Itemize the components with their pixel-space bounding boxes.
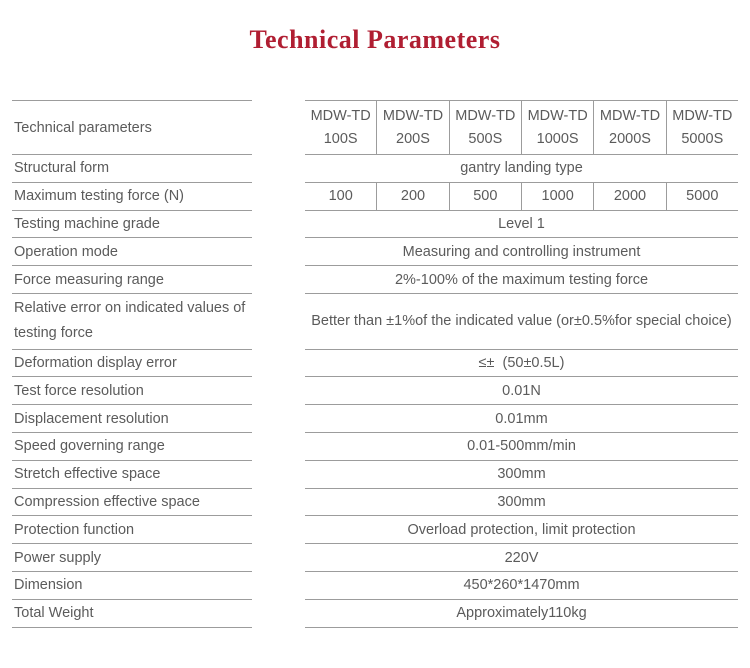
value-total-weight: Approximately110kg (305, 600, 738, 628)
corner-label: Technical parameters (14, 119, 152, 136)
force-value-cell: 5000 (686, 187, 719, 204)
label-structural-form: Structural form (12, 155, 252, 183)
label-stretch-effective-space: Stretch effective space (12, 461, 252, 489)
label-test-force-resolution: Test force resolution (12, 377, 252, 405)
value-test-force-resolution: 0.01N (305, 377, 738, 405)
corner-cell (12, 100, 252, 155)
force-value-cell: 200 (377, 183, 449, 210)
value-force-measuring-range: 2%-100% of the maximum testing force (305, 266, 738, 294)
force-value-cell: 1000 (522, 183, 594, 210)
label-total-weight: Total Weight (12, 600, 252, 628)
label-maximum-testing-force: Maximum testing force (N) (12, 183, 252, 211)
value-testing-machine-grade: Level 1 (305, 211, 738, 239)
force-value-cell: 2000 (594, 183, 666, 210)
value-stretch-effective-space: 300mm (305, 461, 738, 489)
model-header-cell (305, 101, 377, 154)
model-size-code: 2000S (609, 130, 651, 147)
value-operation-mode: Measuring and controlling instrument (305, 238, 738, 266)
model-series-name: MDW-TD (382, 107, 444, 124)
model-header-cell (377, 101, 449, 154)
label-speed-governing-range: Speed governing range (12, 433, 252, 461)
label-power-supply: Power supply (12, 544, 252, 572)
value-displacement-resolution: 0.01mm (305, 405, 738, 433)
model-header-cell (522, 101, 594, 154)
model-size-code: 1000S (536, 130, 579, 147)
values-maximum-testing-force (305, 183, 738, 211)
label-compression-effective-space: Compression effective space (12, 489, 252, 517)
value-compression-effective-space: 300mm (305, 489, 738, 517)
label-force-measuring-range: Force measuring range (12, 266, 252, 294)
value-protection-function: Overload protection, limit protection (305, 516, 738, 544)
force-value-cell: 100 (305, 183, 377, 210)
label-displacement-resolution: Displacement resolution (12, 405, 252, 433)
model-header-cell (450, 101, 522, 154)
model-series-name: MDW-TD (672, 107, 733, 124)
label-testing-machine-grade: Testing machine grade (12, 211, 252, 239)
label-dimension: Dimension (12, 572, 252, 600)
model-series-name: MDW-TD (599, 107, 661, 124)
model-series-name: MDW-TD (527, 107, 588, 124)
force-value-cell: 500 (450, 183, 522, 210)
spec-table (0, 100, 750, 628)
value-relative-error: Better than ±1%of the indicated value (or±0.5%for special choice) (305, 294, 738, 350)
value-deformation-display-error: ≤± (50±0.5L) (305, 350, 738, 378)
label-deformation-display-error: Deformation display error (12, 350, 252, 378)
model-size-code: 5000S (681, 130, 724, 147)
value-power-supply: 220V (305, 544, 738, 572)
values-column (305, 100, 738, 628)
label-operation-mode: Operation mode (12, 238, 252, 266)
value-structural-form: gantry landing type (305, 155, 738, 183)
page-title: Technical Parameters (249, 25, 501, 54)
label-protection-function: Protection function (12, 516, 252, 544)
model-series-name: MDW-TD (455, 107, 516, 124)
value-dimension: 450*260*1470mm (305, 572, 738, 600)
model-header-cell (667, 101, 738, 154)
model-size-code: 500S (468, 130, 503, 147)
label-relative-error: Relative error on indicated values of testing force (12, 294, 252, 350)
model-series-name: MDW-TD (310, 107, 371, 124)
labels-column (12, 100, 252, 628)
model-header-row (305, 100, 738, 155)
model-header-cell (594, 101, 666, 154)
model-size-code: 200S (396, 130, 430, 147)
value-speed-governing-range: 0.01-500mm/min (305, 433, 738, 461)
model-size-code: 100S (323, 130, 358, 147)
